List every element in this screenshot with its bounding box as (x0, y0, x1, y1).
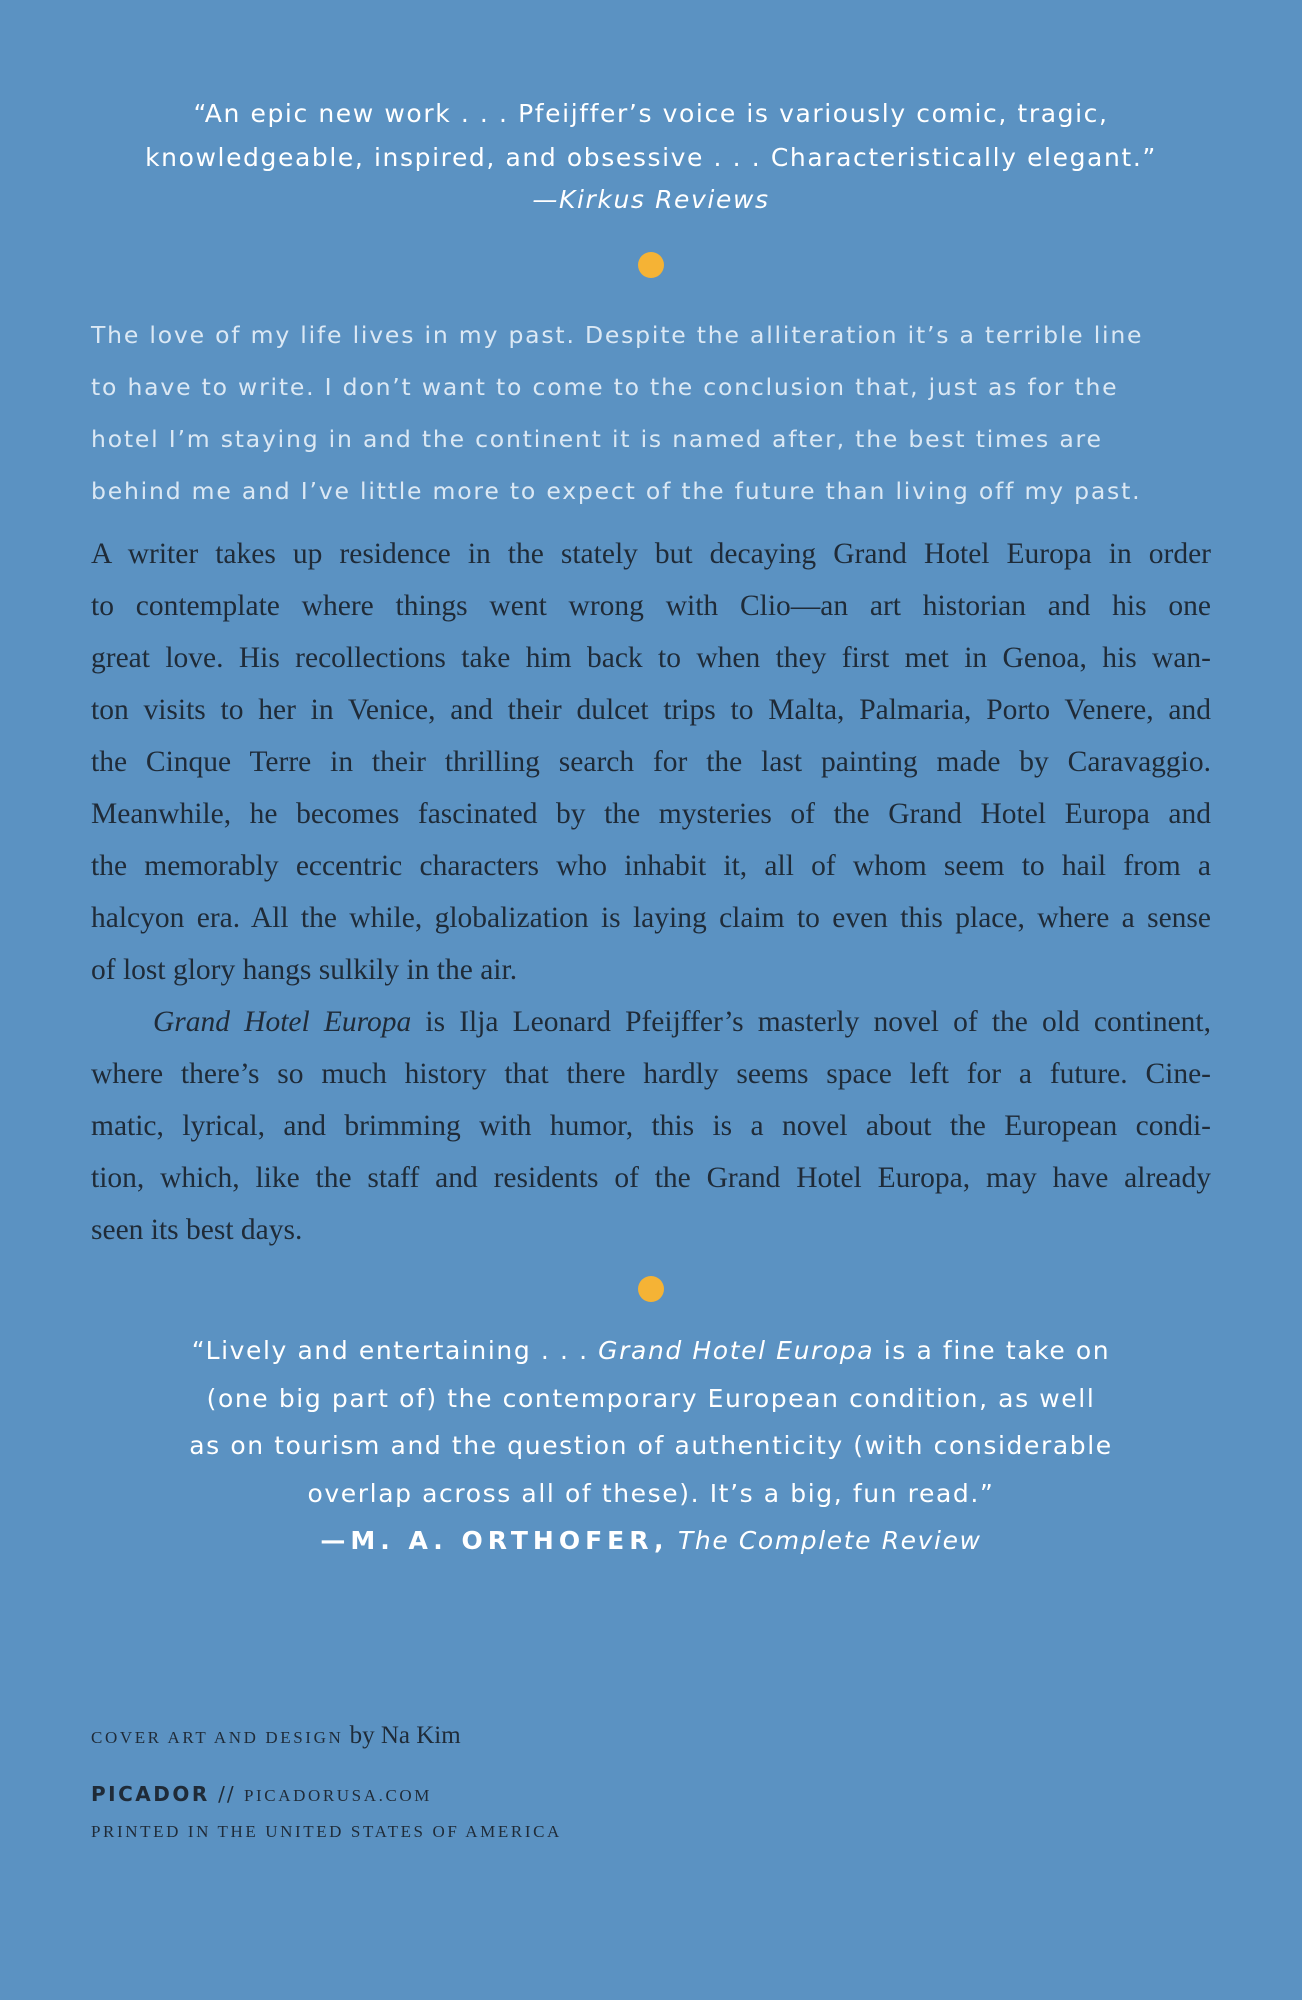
excerpt-line: to have to write. I don’t want to come to the conclusion that, just as for the (91, 373, 1119, 401)
orange-dot-divider (638, 1276, 664, 1302)
description-line: matic, lyrical, and brimming with humor, this is a novel about the European condi- (91, 1110, 1211, 1142)
description-line: ton visits to her in Venice, and their dulcet trips to Malta, Palmaria, Porto Venere, and (91, 694, 1211, 726)
description-line: to contemplate where things went wrong with Clio—an art historian and his one (91, 590, 1211, 622)
description-line: seen its best days. (91, 1214, 303, 1246)
bottom-quote-line-3: as on tourism and the question of authenticity (with considerable (189, 1431, 1113, 1460)
quote-text: “Lively and entertaining . . . (191, 1336, 599, 1365)
bottom-quote-line-1 (90, 1327, 1212, 1375)
description-line: A writer takes up residence in the stately but decaying Grand Hotel Europa in order (91, 538, 1211, 570)
publisher-website: PICADORUSA.COM (243, 1786, 432, 1805)
description-line: the memorably eccentric characters who inhabit it, all of whom seem to hail from a (91, 850, 1211, 882)
description-line: tion, which, like the staff and residents of the Grand Hotel Europa, may have already (91, 1162, 1211, 1194)
cover-credit-label: COVER ART AND DESIGN (91, 1728, 344, 1747)
description-line: halcyon era. All the while, globalization is laying claim to even this place, where a sense (91, 902, 1211, 934)
bottom-review-quote (90, 1327, 1212, 1565)
excerpt-line: behind me and I’ve little more to expect of the future than living off my past. (91, 477, 1142, 505)
cover-design-credit (91, 1722, 461, 1750)
bottom-quote-line-4: overlap across all of these). It’s a big, fun read.” (307, 1478, 995, 1508)
reviewer-name: —M. A. ORTHOFER, (320, 1526, 669, 1555)
description-line: Meanwhile, he becomes fascinated by the mysteries of the Grand Hotel Europa and (91, 798, 1211, 830)
description-line: great love. His recollections take him back to when they first met in Genoa, his wan- (91, 642, 1211, 674)
top-quote-line-2: knowledgeable, inspired, and obsessive . . . Characteristically elegant.” (145, 143, 1157, 172)
cover-credit-name: by Na Kim (343, 1722, 461, 1749)
book-description (91, 528, 1211, 1256)
excerpt-line: The love of my life lives in my past. Despite the alliteration it’s a terrible line (91, 321, 1144, 349)
description-line: the Cinque Terre in their thrilling search for the last painting made by Caravaggio. (91, 746, 1211, 778)
printed-in-line: PRINTED IN THE UNITED STATES OF AMERICA (91, 1822, 562, 1841)
bottom-quote-line-2: (one big part of) the contemporary European condition, as well (206, 1383, 1096, 1413)
top-review-quote (90, 92, 1212, 220)
novel-excerpt (91, 309, 1211, 517)
top-quote-attribution: —Kirkus Reviews (532, 185, 770, 214)
excerpt-line: hotel I’m staying in and the continent it is named after, the best times are (91, 425, 1103, 453)
description-line: of lost glory hangs sulkily in the air. (91, 954, 518, 986)
quote-book-title: Grand Hotel Europa (598, 1336, 875, 1365)
bottom-quote-attribution (90, 1517, 1212, 1565)
publisher-name: PICADOR (91, 1782, 210, 1806)
publisher-line (91, 1782, 432, 1806)
description-line (91, 996, 1211, 1048)
review-source: The Complete Review (678, 1526, 982, 1555)
top-quote-line-1: “An epic new work . . . Pfeijffer’s voice is variously comic, tragic, (193, 99, 1109, 128)
book-title-italic: Grand Hotel Europa (153, 1006, 412, 1038)
description-text: is Ilja Leonard Pfeijffer’s masterly novel of the old continent, (411, 1006, 1211, 1038)
quote-text: is a fine take on (874, 1336, 1111, 1365)
description-line: where there’s so much history that there hardly seems space left for a future. Cine- (91, 1058, 1211, 1090)
publisher-separator: // (209, 1782, 244, 1806)
orange-dot-divider (638, 252, 664, 278)
